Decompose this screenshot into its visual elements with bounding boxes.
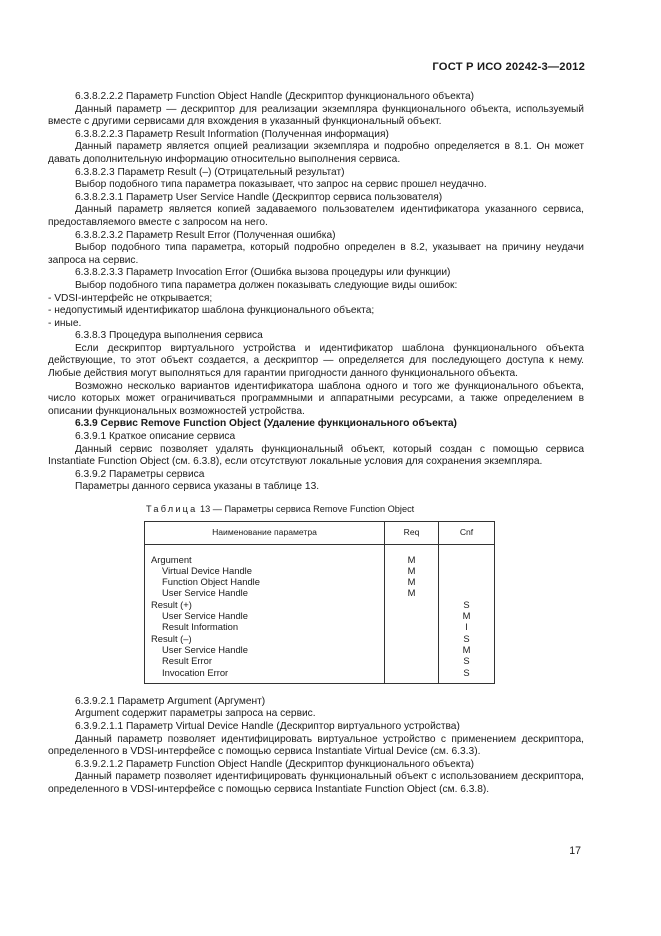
param-req: M xyxy=(385,576,439,587)
param-cnf xyxy=(439,576,495,587)
body-paragraph: Argument содержит параметры запроса на сервис. xyxy=(75,708,316,720)
table-row xyxy=(145,644,495,655)
table-row xyxy=(145,599,495,610)
table-caption-title: 13 — Параметры сервиса Remove Function Object xyxy=(197,504,415,514)
clause-heading: 6.3.8.2.2.3 Параметр Result Information (Полученная информация) xyxy=(75,128,389,140)
param-req xyxy=(385,610,439,621)
param-name: User Service Handle xyxy=(145,587,385,598)
section-heading: 6.3.9 Сервис Remove Function Object (Удаление функционального объекта) xyxy=(75,418,457,430)
param-name: Result (+) xyxy=(145,599,385,610)
list-item: - VDSI-интерфейс не открывается; xyxy=(48,292,213,304)
param-cnf: M xyxy=(439,610,495,621)
clause-heading: 6.3.9.2.1 Параметр Argument (Аргумент) xyxy=(75,695,266,707)
clause-heading: 6.3.8.2.3.3 Параметр Invocation Error (Ошибка вызова процедуры или функции) xyxy=(75,267,451,279)
body-paragraph: Выбор подобного типа параметра должен показывать следующие виды ошибок: xyxy=(75,279,458,291)
table-row xyxy=(145,621,495,632)
body-paragraph: Параметры данного сервиса указаны в таблице 13. xyxy=(75,481,320,493)
parameters-table xyxy=(144,521,495,684)
table-row xyxy=(145,633,495,644)
column-header-name: Наименование параметра xyxy=(145,521,385,544)
body-paragraph: Данный параметр — дескриптор для реализации экземпляра функционального объекта, используемый вместе с другими сервисами для вхождения в указанный функциональный объект. xyxy=(48,103,584,128)
param-cnf: M xyxy=(439,644,495,655)
clause-heading: 6.3.8.2.3 Параметр Result (–) (Отрицательный результат) xyxy=(75,166,345,178)
param-req: M xyxy=(385,544,439,565)
param-cnf: S xyxy=(439,667,495,684)
body-paragraph: Выбор подобного типа параметра, который подробно определен в 8.2, указывает на причину неудачи запроса на сервис. xyxy=(48,242,584,266)
clause-heading: 6.3.9.2.1.2 Параметр Function Object Handle (Дескриптор функционального объекта) xyxy=(75,758,475,770)
body-paragraph: Данный параметр позволяет идентифицировать функциональный объект с использованием дескриптора, определенного в VDSI-интерфейсе с помощью сервиса Instantiate Function Object (см. 6.3.8). xyxy=(48,771,584,796)
param-cnf: S xyxy=(439,599,495,610)
body-paragraph: Данный параметр является копией задаваемого пользователем идентификатора указанного сервиса, предоставляемого вместе с запросом на него. xyxy=(48,204,584,228)
param-name: Invocation Error xyxy=(145,667,385,684)
body-paragraph: Если дескриптор виртуального устройства и идентификатор шаблона функционального объекта действующие, то этот объект создается, а дескриптор — определяется для последующего доступа к нему. Любые действия могут выполняться для гарантии пригодности данного функционального объекта. xyxy=(48,342,584,380)
body-paragraph: Выбор подобного типа параметра показывает, что запрос на сервис прошел неудачно. xyxy=(75,179,487,191)
param-cnf xyxy=(439,587,495,598)
param-name: Argument xyxy=(145,544,385,565)
param-req xyxy=(385,655,439,666)
table-header-row xyxy=(145,521,495,544)
param-name: Function Object Handle xyxy=(145,576,385,587)
list-item: - недопустимый идентификатор шаблона функционального объекта; xyxy=(48,305,375,317)
table-row xyxy=(145,587,495,598)
param-cnf xyxy=(439,565,495,576)
body-paragraph: Данный сервис позволяет удалять функциональный объект, который создан с помощью сервиса Instantiate Function Object (см. 6.3.8), если отсутствуют локальные условия для сохранения экземпляра. xyxy=(48,443,584,468)
param-req xyxy=(385,633,439,644)
body-paragraph: Данный параметр позволяет идентифицировать виртуальное устройство с применением дескриптора, определенного в VDSI-интерфейсе с помощью сервиса Instantiate Virtual Device (см. 6.3.3). xyxy=(48,733,584,758)
clause-heading: 6.3.9.2 Параметры сервиса xyxy=(75,468,205,480)
param-name: Result Information xyxy=(145,621,385,632)
param-req xyxy=(385,644,439,655)
param-name: User Service Handle xyxy=(145,610,385,621)
param-cnf: S xyxy=(439,633,495,644)
clause-heading: 6.3.8.2.2.2 Параметр Function Object Handle (Дескриптор функционального объекта) xyxy=(75,91,475,102)
table-caption-prefix: Таблица xyxy=(146,504,198,514)
table-row xyxy=(145,565,495,576)
list-item: - иные. xyxy=(48,317,82,329)
clause-heading: 6.3.9.1 Краткое описание сервиса xyxy=(75,431,236,443)
clause-heading: 6.3.9.2.1.1 Параметр Virtual Device Handle (Дескриптор виртуального устройства) xyxy=(75,721,460,733)
body-paragraph: Возможно несколько вариантов идентификатора шаблона одного и того же функционального объекта, число которых может ограничиваться программными и аппаратными ресурсами, а также определением в описании функциональных возможностей устройства. xyxy=(48,380,584,417)
table-caption xyxy=(48,503,584,516)
param-name: User Service Handle xyxy=(145,644,385,655)
clause-heading: 6.3.8.2.3.1 Параметр User Service Handle (Дескриптор сервиса пользователя) xyxy=(75,191,443,203)
document-header: ГОСТ Р ИСО 20242-3—2012 xyxy=(432,61,585,73)
page-number: 17 xyxy=(569,845,581,857)
param-name: Result Error xyxy=(145,655,385,666)
table-row xyxy=(145,544,495,565)
table-row xyxy=(145,576,495,587)
table-row xyxy=(145,667,495,684)
body-paragraph: Данный параметр является опцией реализации экземпляра и подробно определяется в 8.1. Он может давать дополнительную информацию относительно выполнения сервиса. xyxy=(48,141,584,165)
column-header-req: Req xyxy=(385,521,439,544)
column-header-cnf: Cnf xyxy=(439,521,495,544)
param-name: Virtual Device Handle xyxy=(145,565,385,576)
param-req: M xyxy=(385,587,439,598)
param-req xyxy=(385,621,439,632)
clause-heading: 6.3.8.3 Процедура выполнения сервиса xyxy=(75,330,263,342)
param-req: M xyxy=(385,565,439,576)
clause-heading: 6.3.8.2.3.2 Параметр Result Error (Полученная ошибка) xyxy=(75,229,336,241)
table-row xyxy=(145,610,495,621)
param-cnf xyxy=(439,544,495,565)
param-cnf: I xyxy=(439,621,495,632)
page-body xyxy=(48,91,584,797)
param-cnf: S xyxy=(439,655,495,666)
param-name: Result (–) xyxy=(145,633,385,644)
table-row xyxy=(145,655,495,666)
param-req xyxy=(385,667,439,684)
param-req xyxy=(385,599,439,610)
